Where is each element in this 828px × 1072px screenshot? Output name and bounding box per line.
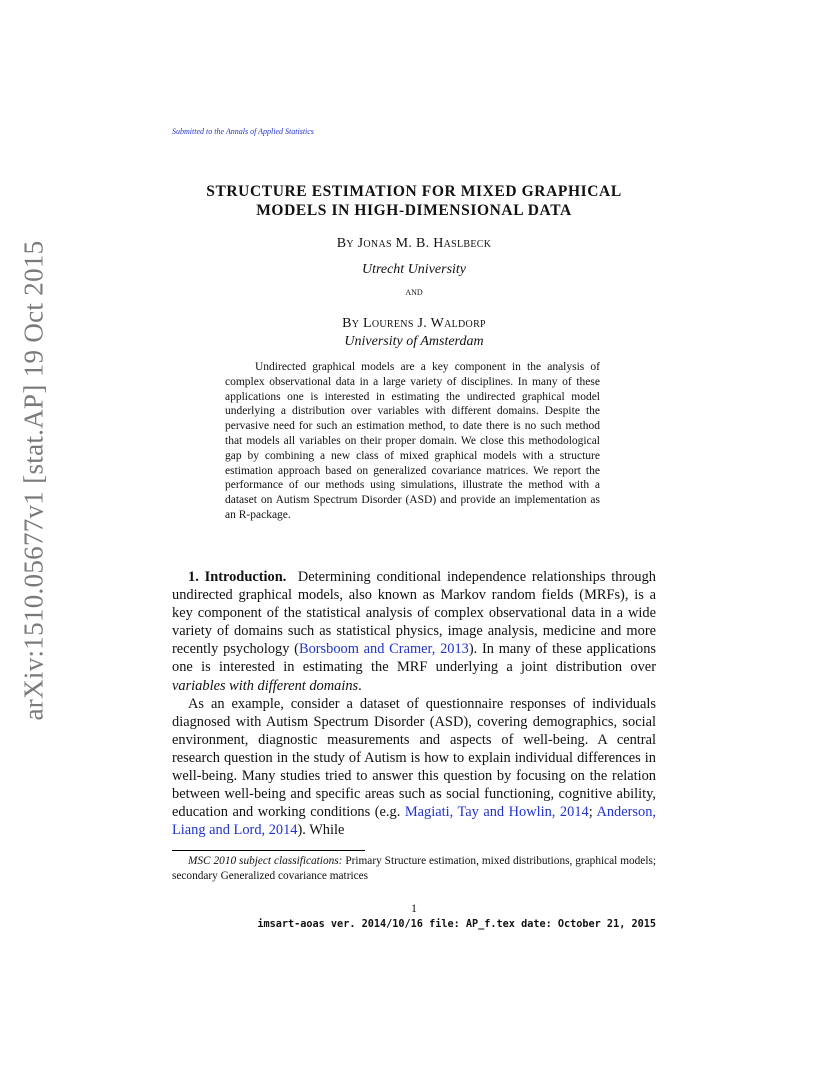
author-2: By Lourens J. Waldorp	[342, 316, 486, 331]
and-separator: and	[405, 284, 423, 298]
intro-text: ;	[588, 804, 597, 821]
arxiv-stamp-text: arXiv:1510.05677v1 [stat.AP] 19 Oct 2015	[18, 240, 49, 720]
intro-paragraph-2	[172, 695, 656, 840]
emphasis-text: variables with different domains	[172, 677, 359, 694]
page-number: 1	[411, 901, 417, 915]
imsart-footer: imsart-aoas ver. 2014/10/16 file: AP_f.tex date: October 21, 2015	[257, 919, 656, 930]
footnote	[172, 854, 656, 884]
intro-text: .	[358, 677, 362, 694]
intro-text: Determining conditional independence relationships through undirected graphical models, also known as Markov random fields (MRFs), is a key component of the statistical analysis of complex observational data in a wide variety of domains such as statistical physics, image analysis, medicine and more recently psychology (	[172, 569, 656, 658]
intro-text: As an example, consider a dataset of questionnaire responses of individuals diagnosed with Autism Spectrum Disorder (ASD), covering demographics, social environment, diagnostic measurements and aspects of well-being. A central research question in the study of Autism is how to explain individual differences in well-being. Many studies tried to answer this question by focusing on the relation between well-being and specific areas such as social functioning, cognitive ability, education and working conditions (e.g.	[172, 695, 656, 821]
citation-link[interactable]: Magiati, Tay and Howlin, 2014	[404, 804, 589, 821]
citation-link[interactable]: Borsboom and Cramer, 2013	[298, 641, 469, 658]
abstract: Undirected graphical models are a key component in the analysis of complex observational data in a large variety of disciplines. In many of these applications one is interested in estimating the undirected graphical model underlying a distribution over variables with different domains. Despite the pervasive need for such an estimation method, to date there is no such method that models all variables on their proper domain. We close this methodological gap by combining a new class of mixed graphical models with a structure estimation approach based on generalized covariance matrices. We report the performance of our methods using simulations, illustrate the method with a dataset on Autism Spectrum Disorder (ASD) and provide an implementation as an R-package.	[225, 361, 600, 521]
footnote-rule	[172, 850, 365, 851]
citation-link[interactable]: Anderson, Liang and Lord, 2014	[172, 804, 657, 839]
author-1: By Jonas M. B. Haslbeck	[336, 236, 492, 251]
introduction-section	[172, 568, 656, 839]
title-line-1: STRUCTURE ESTIMATION FOR MIXED GRAPHICAL	[206, 183, 622, 200]
intro-text: ). While	[297, 822, 345, 839]
journal-note[interactable]: Submitted to the Annals of Applied Statistics	[172, 127, 314, 136]
intro-text: ). In many of these applications one is interested in estimating the MRF underlying a joint distribution over	[172, 641, 656, 676]
paper-title	[172, 182, 656, 220]
footnote-text: Primary Structure estimation, mixed distributions, graphical models; secondary Generalized covariance matrices	[172, 855, 656, 882]
affiliation-2: University of Amsterdam	[344, 334, 484, 349]
arxiv-stamp	[14, 240, 54, 720]
section-heading: 1. Introduction.	[188, 569, 287, 585]
title-line-2: MODELS IN HIGH-DIMENSIONAL DATA	[256, 202, 572, 219]
affiliation-1: Utrecht University	[361, 262, 467, 277]
footnote-label: MSC 2010 subject classifications:	[188, 855, 343, 867]
intro-paragraph-1	[172, 568, 656, 695]
